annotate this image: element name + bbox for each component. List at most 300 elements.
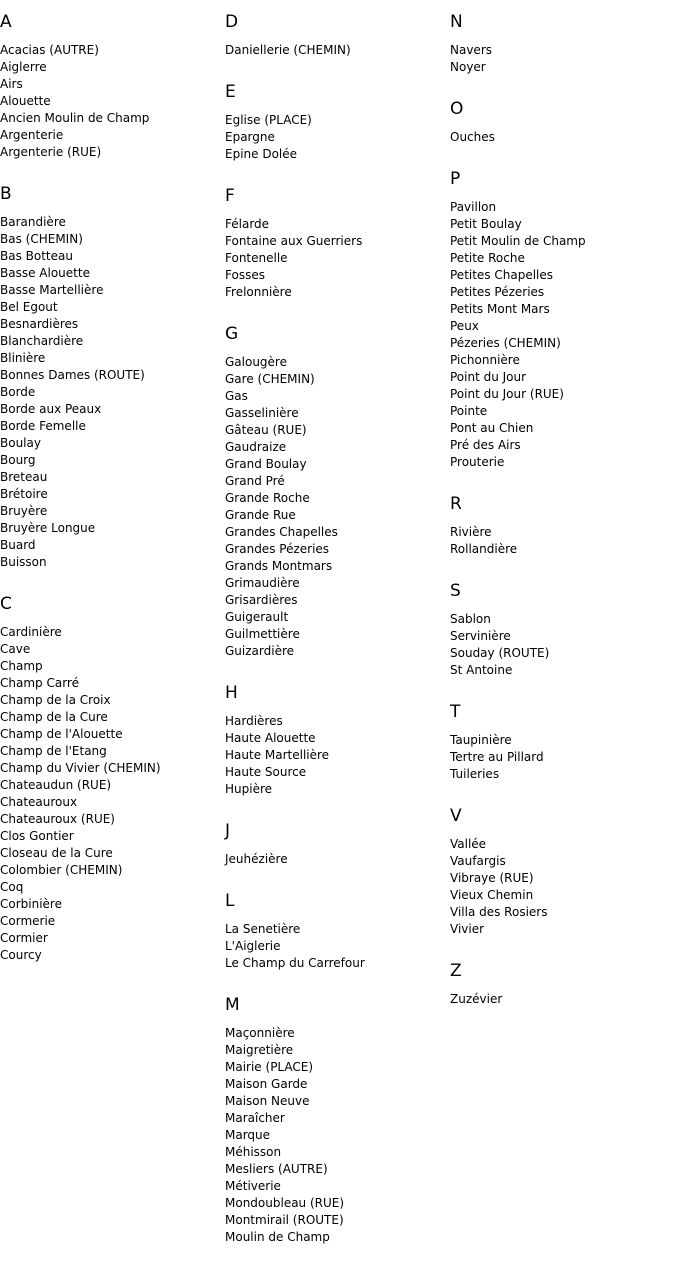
street-list-item: [450, 853, 672, 870]
street-list-item: [0, 367, 222, 384]
street-link[interactable]: Brétoire: [0, 487, 48, 501]
index-column-2: [225, 12, 447, 1269]
street-link[interactable]: Airs: [0, 77, 23, 91]
street-link[interactable]: L'Aiglerie: [225, 939, 281, 953]
street-list-item: [225, 713, 447, 730]
street-list-item: [0, 879, 222, 896]
street-link[interactable]: Boulay: [0, 436, 41, 450]
street-list-item: [0, 59, 222, 76]
street-link[interactable]: Petites Pézeries: [450, 285, 545, 299]
street-list-item: [0, 828, 222, 845]
street-link[interactable]: Coq: [0, 880, 24, 894]
street-list-item: [450, 129, 672, 146]
street-link[interactable]: Champ de la Croix: [0, 693, 111, 707]
street-link[interactable]: Félarde: [225, 217, 270, 231]
street-list-item: [225, 592, 447, 609]
street-list-item: [450, 437, 672, 454]
street-list-item: [450, 318, 672, 335]
street-link[interactable]: Bonnes Dames (ROUTE): [0, 368, 145, 382]
street-list-item: [0, 42, 222, 59]
street-list-item: [0, 845, 222, 862]
street-list-item: [0, 350, 222, 367]
street-link[interactable]: Bel Egout: [0, 300, 58, 314]
street-link[interactable]: Closeau de la Cure: [0, 846, 113, 860]
street-list-item: [225, 955, 447, 972]
street-list-item: [450, 352, 672, 369]
street-link[interactable]: Chateauroux: [0, 795, 78, 809]
street-link[interactable]: Fosses: [225, 268, 265, 282]
street-list-item: [450, 870, 672, 887]
street-link[interactable]: Borde aux Peaux: [0, 402, 102, 416]
street-link[interactable]: Moulin de Champ: [225, 1230, 330, 1244]
street-link[interactable]: Cormerie: [0, 914, 56, 928]
letter-section: [0, 12, 222, 161]
street-link[interactable]: Epargne: [225, 130, 275, 144]
street-link[interactable]: Petits Mont Mars: [450, 302, 550, 316]
street-list-item: [225, 626, 447, 643]
street-link[interactable]: Zuzévier: [450, 992, 503, 1006]
street-list-item: [450, 524, 672, 541]
street-link[interactable]: Taupinière: [450, 733, 512, 747]
letter-heading: A: [0, 12, 12, 32]
street-list-item: [225, 1178, 447, 1195]
street-list-item: [450, 369, 672, 386]
street-list: [225, 42, 447, 59]
street-list: [450, 836, 672, 938]
street-list-item: [450, 611, 672, 628]
street-list-item: [450, 216, 672, 233]
street-link[interactable]: Daniellerie (CHEMIN): [225, 43, 351, 57]
street-link[interactable]: Buisson: [0, 555, 47, 569]
street-link[interactable]: Bruyère Longue: [0, 521, 96, 535]
street-link[interactable]: Fontenelle: [225, 251, 288, 265]
street-list-item: [450, 403, 672, 420]
street-link[interactable]: Barandière: [0, 215, 66, 229]
letter-section: [450, 702, 672, 783]
street-link[interactable]: Montmirail (ROUTE): [225, 1213, 344, 1227]
letter-section: [225, 821, 447, 868]
street-link[interactable]: Tuileries: [450, 767, 500, 781]
street-link[interactable]: Breteau: [0, 470, 48, 484]
street-link[interactable]: Borde Femelle: [0, 419, 86, 433]
street-list-item: [450, 887, 672, 904]
street-list: [450, 42, 672, 76]
street-list-item: [225, 1076, 447, 1093]
street-list-item: [450, 541, 672, 558]
letter-section: [225, 186, 447, 301]
street-link[interactable]: Fontaine aux Guerriers: [225, 234, 363, 248]
street-list: [225, 921, 447, 972]
street-link[interactable]: Grisardières: [225, 593, 298, 607]
letter-heading: D: [225, 12, 239, 32]
street-link[interactable]: Rivière: [450, 525, 492, 539]
street-list-item: [225, 921, 447, 938]
letter-heading: E: [225, 82, 236, 102]
street-list-item: [0, 862, 222, 879]
street-link[interactable]: Cormier: [0, 931, 48, 945]
street-list-item: [0, 127, 222, 144]
street-list-item: [225, 42, 447, 59]
street-link[interactable]: Besnardières: [0, 317, 79, 331]
street-link[interactable]: Navers: [450, 43, 492, 57]
letter-section: [0, 594, 222, 964]
street-link[interactable]: Guilmettière: [225, 627, 300, 641]
street-list-item: [225, 747, 447, 764]
street-list-item: [0, 93, 222, 110]
street-list-item: [450, 628, 672, 645]
street-link[interactable]: Grande Roche: [225, 491, 310, 505]
street-link[interactable]: Jeuhézière: [225, 852, 288, 866]
street-link[interactable]: Colombier (CHEMIN): [0, 863, 123, 877]
street-list-item: [0, 554, 222, 571]
street-list-item: [0, 469, 222, 486]
letter-heading: V: [450, 806, 462, 826]
street-link[interactable]: Souday (ROUTE): [450, 646, 550, 660]
street-link[interactable]: Chateaudun (RUE): [0, 778, 112, 792]
street-list-item: [225, 1127, 447, 1144]
street-list-item: [0, 520, 222, 537]
street-link[interactable]: Buard: [0, 538, 36, 552]
street-link[interactable]: Point du Jour: [450, 370, 527, 384]
street-link[interactable]: Bourg: [0, 453, 36, 467]
letter-heading: J: [225, 821, 231, 841]
street-list-item: [0, 675, 222, 692]
street-link[interactable]: Ouches: [450, 130, 495, 144]
street-list-item: [225, 1025, 447, 1042]
street-link[interactable]: Ancien Moulin de Champ: [0, 111, 150, 125]
street-link[interactable]: Borde: [0, 385, 36, 399]
street-link[interactable]: Pré des Airs: [450, 438, 521, 452]
street-link[interactable]: Alouette: [0, 94, 51, 108]
street-link[interactable]: Champ Carré: [0, 676, 79, 690]
street-list-item: [450, 904, 672, 921]
street-link[interactable]: Grimaudière: [225, 576, 300, 590]
letter-section: [225, 12, 447, 59]
street-link[interactable]: Champ de l'Etang: [0, 744, 107, 758]
letter-section: [450, 12, 672, 76]
street-link[interactable]: Pavillon: [450, 200, 497, 214]
street-list-item: [225, 730, 447, 747]
street-link[interactable]: Clos Gontier: [0, 829, 74, 843]
street-list-item: [0, 896, 222, 913]
street-link[interactable]: Guigerault: [225, 610, 289, 624]
street-link[interactable]: Servinière: [450, 629, 511, 643]
street-link[interactable]: St Antoine: [450, 663, 513, 677]
letter-heading: P: [450, 169, 461, 189]
street-link[interactable]: Haute Alouette: [225, 731, 316, 745]
street-list-item: [225, 1229, 447, 1246]
letter-heading: Z: [450, 961, 462, 981]
street-link[interactable]: Maraîcher: [225, 1111, 285, 1125]
street-link[interactable]: Vaufargis: [450, 854, 506, 868]
street-list-item: [225, 938, 447, 955]
letter-section: [450, 806, 672, 938]
letter-heading: N: [450, 12, 463, 32]
street-link[interactable]: Grand Boulay: [225, 457, 307, 471]
street-list: [450, 129, 672, 146]
street-list-item: [450, 454, 672, 471]
letter-heading: G: [225, 324, 239, 344]
street-list-item: [225, 1144, 447, 1161]
letter-heading: S: [450, 581, 461, 601]
street-link[interactable]: Eglise (PLACE): [225, 113, 312, 127]
street-list-item: [0, 248, 222, 265]
street-link[interactable]: Gas: [225, 389, 248, 403]
street-list-item: [0, 231, 222, 248]
street-list-item: [450, 233, 672, 250]
street-link[interactable]: Chateauroux (RUE): [0, 812, 115, 826]
letter-section: [225, 683, 447, 798]
street-link[interactable]: Rollandière: [450, 542, 518, 556]
street-list-item: [225, 456, 447, 473]
street-link[interactable]: Petit Moulin de Champ: [450, 234, 586, 248]
street-list: [0, 214, 222, 571]
street-link[interactable]: Galougère: [225, 355, 287, 369]
street-list-item: [225, 112, 447, 129]
street-link[interactable]: Gare (CHEMIN): [225, 372, 315, 386]
street-link[interactable]: Gaudraize: [225, 440, 287, 454]
street-link[interactable]: Vivier: [450, 922, 485, 936]
street-list-item: [0, 486, 222, 503]
street-list-item: [225, 575, 447, 592]
street-link[interactable]: Bas (CHEMIN): [0, 232, 83, 246]
street-list-item: [450, 645, 672, 662]
street-list-item: [225, 541, 447, 558]
letter-heading: M: [225, 995, 240, 1015]
street-list-item: [225, 490, 447, 507]
street-list-item: [450, 386, 672, 403]
street-link[interactable]: Marque: [225, 1128, 271, 1142]
street-link[interactable]: Grandes Chapelles: [225, 525, 338, 539]
street-list-item: [0, 947, 222, 964]
street-link[interactable]: Mesliers (AUTRE): [225, 1162, 328, 1176]
street-list-item: [0, 913, 222, 930]
letter-heading: C: [0, 594, 12, 614]
street-link[interactable]: Haute Martellière: [225, 748, 330, 762]
letter-heading: B: [0, 184, 12, 204]
street-link[interactable]: Pichonnière: [450, 353, 520, 367]
street-link[interactable]: Blanchardière: [0, 334, 84, 348]
street-link[interactable]: Champ du Vivier (CHEMIN): [0, 761, 161, 775]
street-link[interactable]: Bas Botteau: [0, 249, 73, 263]
street-list-item: [450, 335, 672, 352]
street-link[interactable]: Champ de l'Alouette: [0, 727, 123, 741]
street-list-item: [450, 42, 672, 59]
street-list-item: [225, 781, 447, 798]
street-list-item: [225, 1212, 447, 1229]
street-list-item: [225, 1110, 447, 1127]
street-link[interactable]: Cardinière: [0, 625, 62, 639]
street-link[interactable]: Maigretière: [225, 1043, 294, 1057]
street-link[interactable]: Argenterie (RUE): [0, 145, 102, 159]
street-list-item: [0, 144, 222, 161]
street-list-item: [225, 558, 447, 575]
street-link[interactable]: Gâteau (RUE): [225, 423, 307, 437]
street-list-item: [0, 265, 222, 282]
street-list-item: [0, 418, 222, 435]
letter-heading: L: [225, 891, 235, 911]
street-list: [225, 112, 447, 163]
street-list: [225, 216, 447, 301]
street-list-item: [225, 233, 447, 250]
street-list: [225, 354, 447, 660]
street-list-item: [0, 214, 222, 231]
street-link[interactable]: Grandes Pézeries: [225, 542, 330, 556]
street-list-item: [0, 658, 222, 675]
street-link[interactable]: Maçonnière: [225, 1026, 295, 1040]
street-list-item: [450, 267, 672, 284]
street-link[interactable]: Grande Rue: [225, 508, 296, 522]
street-list-item: [225, 371, 447, 388]
street-list-item: [225, 473, 447, 490]
street-list-item: [225, 643, 447, 660]
street-link[interactable]: Hupière: [225, 782, 273, 796]
street-list-item: [0, 760, 222, 777]
street-list-item: [0, 435, 222, 452]
street-list-item: [450, 662, 672, 679]
street-link[interactable]: Sablon: [450, 612, 491, 626]
street-link[interactable]: Méhisson: [225, 1145, 282, 1159]
street-link[interactable]: Grands Montmars: [225, 559, 333, 573]
street-list-item: [0, 624, 222, 641]
street-list: [450, 991, 672, 1008]
street-link[interactable]: Pézeries (CHEMIN): [450, 336, 561, 350]
letter-section: [450, 961, 672, 1008]
letter-section: [450, 581, 672, 679]
street-list-item: [0, 401, 222, 418]
street-list: [450, 524, 672, 558]
street-list-item: [225, 250, 447, 267]
street-link[interactable]: Noyer: [450, 60, 486, 74]
street-list-item: [450, 284, 672, 301]
street-list-item: [0, 333, 222, 350]
street-link[interactable]: Maison Neuve: [225, 1094, 310, 1108]
street-list-item: [225, 439, 447, 456]
street-link[interactable]: Villa des Rosiers: [450, 905, 548, 919]
street-link[interactable]: Basse Martellière: [0, 283, 104, 297]
street-list-item: [225, 1059, 447, 1076]
street-link[interactable]: Vibraye (RUE): [450, 871, 534, 885]
street-link[interactable]: Epine Dolée: [225, 147, 298, 161]
street-list-item: [225, 1161, 447, 1178]
street-list-item: [225, 1042, 447, 1059]
street-link[interactable]: Blinière: [0, 351, 46, 365]
street-link[interactable]: Aiglerre: [0, 60, 47, 74]
street-link[interactable]: Gasselinière: [225, 406, 299, 420]
street-list-item: [0, 282, 222, 299]
index-column-3: [450, 12, 672, 1031]
letter-section: [225, 995, 447, 1246]
street-list-item: [225, 1195, 447, 1212]
street-link[interactable]: Champ: [0, 659, 43, 673]
street-list-item: [450, 749, 672, 766]
street-link[interactable]: Argenterie: [0, 128, 64, 142]
street-link[interactable]: Le Champ du Carrefour: [225, 956, 365, 970]
letter-heading: R: [450, 494, 462, 514]
street-list-item: [225, 284, 447, 301]
street-list-item: [0, 384, 222, 401]
street-link[interactable]: Maison Garde: [225, 1077, 308, 1091]
street-list-item: [225, 851, 447, 868]
street-list-item: [225, 1093, 447, 1110]
street-link[interactable]: Hardières: [225, 714, 283, 728]
street-link[interactable]: Basse Alouette: [0, 266, 90, 280]
street-link[interactable]: Guizardière: [225, 644, 294, 658]
street-link[interactable]: Cave: [0, 642, 31, 656]
street-link[interactable]: Vallée: [450, 837, 487, 851]
street-list-item: [0, 811, 222, 828]
street-link[interactable]: Petite Roche: [450, 251, 525, 265]
street-list: [225, 713, 447, 798]
street-link[interactable]: Pointe: [450, 404, 488, 418]
street-link[interactable]: Tertre au Pillard: [450, 750, 544, 764]
street-list-item: [0, 503, 222, 520]
street-link[interactable]: Frelonnière: [225, 285, 292, 299]
street-list-item: [225, 129, 447, 146]
street-link[interactable]: Pont au Chien: [450, 421, 534, 435]
street-list-item: [0, 299, 222, 316]
letter-section: [450, 169, 672, 471]
street-link[interactable]: Grand Pré: [225, 474, 285, 488]
street-list-item: [225, 388, 447, 405]
letter-heading: H: [225, 683, 238, 703]
letter-section: [450, 99, 672, 146]
street-list-item: [450, 991, 672, 1008]
street-list-item: [225, 354, 447, 371]
street-list-item: [0, 641, 222, 658]
street-list-item: [225, 764, 447, 781]
street-list-item: [0, 930, 222, 947]
street-list-item: [450, 250, 672, 267]
street-link[interactable]: Champ de la Cure: [0, 710, 108, 724]
street-link[interactable]: Vieux Chemin: [450, 888, 534, 902]
letter-section: [225, 324, 447, 660]
street-link[interactable]: Courcy: [0, 948, 42, 962]
street-list-item: [450, 836, 672, 853]
street-list: [225, 851, 447, 868]
street-link[interactable]: Petites Chapelles: [450, 268, 554, 282]
index-column-1: [0, 12, 222, 987]
street-list-item: [0, 110, 222, 127]
street-list-item: [0, 726, 222, 743]
street-list: [450, 732, 672, 783]
street-link[interactable]: Peux: [450, 319, 479, 333]
street-link[interactable]: Bruyère: [0, 504, 48, 518]
street-link[interactable]: La Senetière: [225, 922, 301, 936]
street-list-item: [225, 405, 447, 422]
letter-heading: T: [450, 702, 461, 722]
street-list-item: [225, 267, 447, 284]
street-list-item: [0, 794, 222, 811]
street-link[interactable]: Mairie (PLACE): [225, 1060, 314, 1074]
street-link[interactable]: Métiverie: [225, 1179, 281, 1193]
street-link[interactable]: Acacias (AUTRE): [0, 43, 99, 57]
street-link[interactable]: Corbinière: [0, 897, 62, 911]
street-list-item: [0, 709, 222, 726]
street-list-item: [225, 146, 447, 163]
street-list-item: [0, 537, 222, 554]
street-list-item: [450, 921, 672, 938]
street-list: [450, 611, 672, 679]
street-list: [450, 199, 672, 471]
street-link[interactable]: Mondoubleau (RUE): [225, 1196, 345, 1210]
street-link[interactable]: Point du Jour (RUE): [450, 387, 564, 401]
street-link[interactable]: Petit Boulay: [450, 217, 522, 231]
street-list-item: [0, 316, 222, 333]
street-list: [0, 42, 222, 161]
street-link[interactable]: Haute Source: [225, 765, 307, 779]
street-link[interactable]: Prouterie: [450, 455, 505, 469]
